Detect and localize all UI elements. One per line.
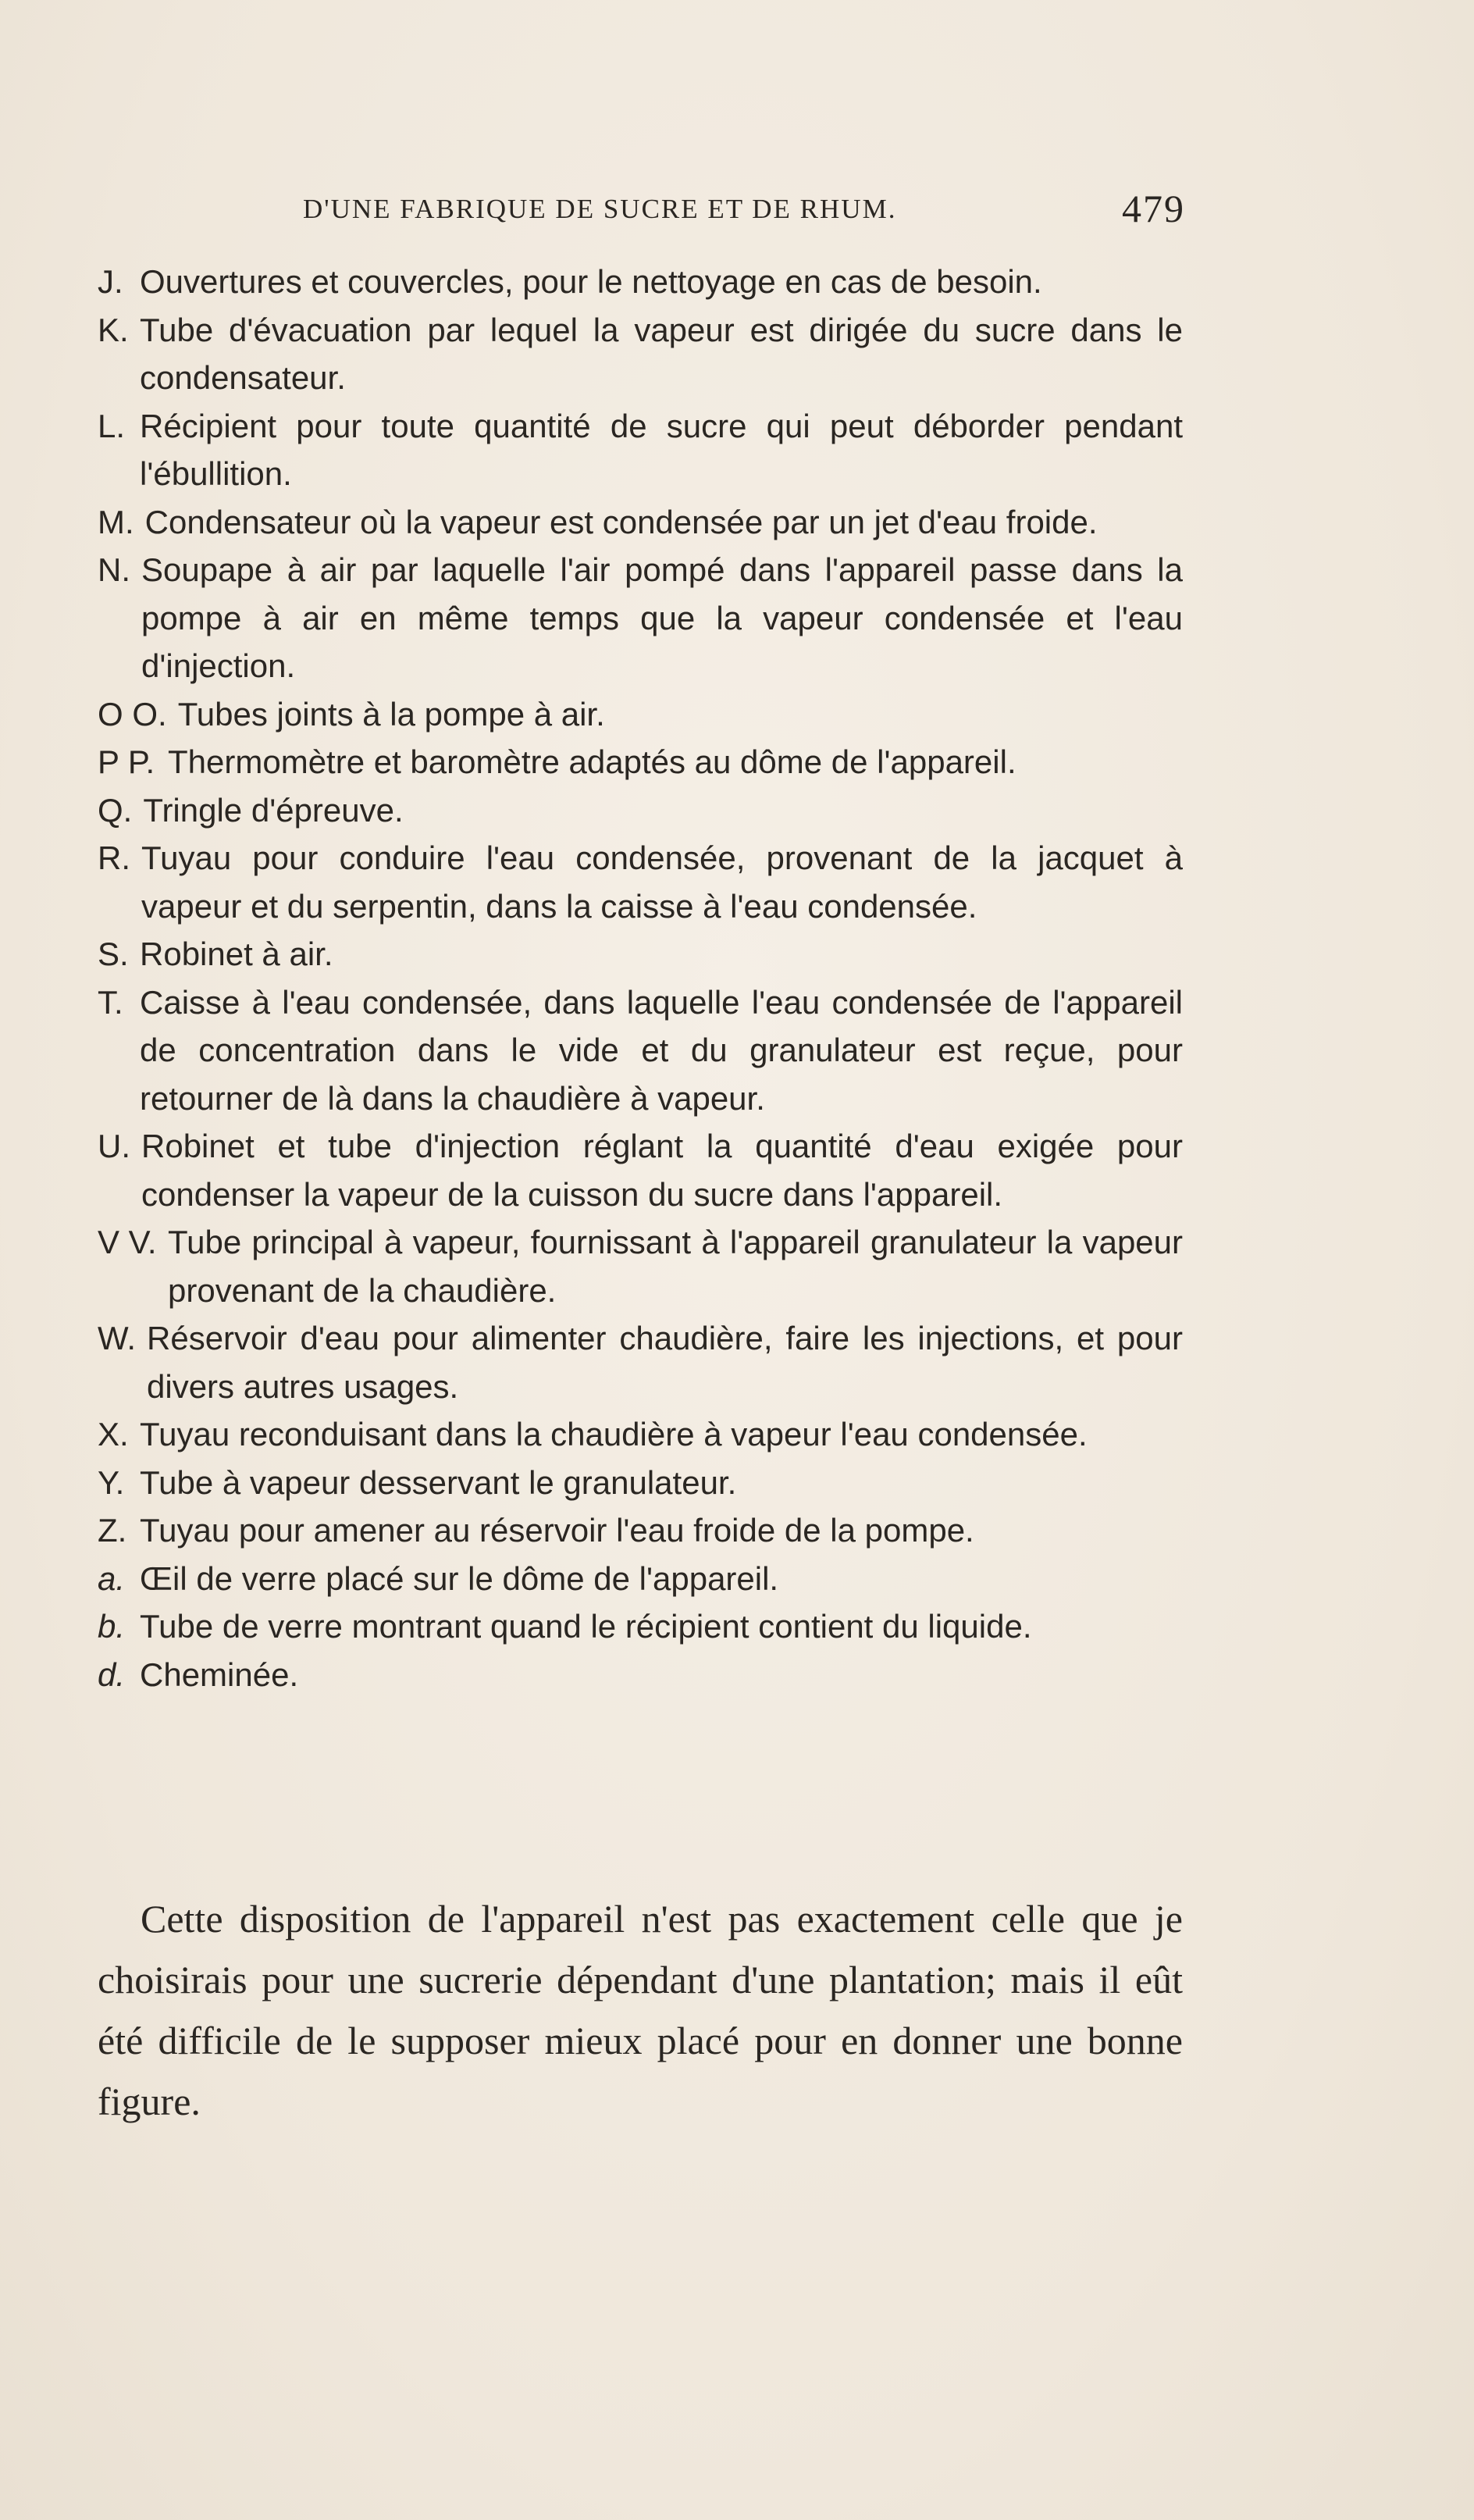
legend-key: V V. <box>98 1224 157 1260</box>
figure-legend <box>98 258 1183 1698</box>
legend-text: Condensateur où la vapeur est condensée par un jet d'eau froide. <box>144 503 1098 540</box>
legend-item-q <box>98 786 1183 835</box>
legend-text: Cheminée. <box>140 1656 299 1693</box>
page-number: 479 <box>1122 187 1185 230</box>
legend-item-y <box>98 1459 1183 1507</box>
legend-item-x <box>98 1410 1183 1459</box>
legend-key: T. <box>98 983 123 1021</box>
legend-key: L. <box>98 407 126 444</box>
legend-item-t <box>98 978 1183 1123</box>
legend-key: d. <box>98 1656 126 1693</box>
body-paragraph: Cette disposition de l'appareil n'est pas exactement celle que je choisirais pour une sucrerie dépendant d'une plantation; mais il eût été difficile de le supposer mieux placé pour en donner une bonne figure. <box>98 1897 1183 2123</box>
legend-text: Caisse à l'eau condensée, dans laquelle l'eau condensée de l'appareil de concentration dans le vide et du granulateur est reçue, pour retourner de là dans la chaudière à vapeur. <box>140 983 1183 1117</box>
legend-item-m <box>98 498 1183 547</box>
legend-item-s <box>98 930 1183 978</box>
legend-item-b <box>98 1602 1183 1651</box>
legend-text: Tringle d'épreuve. <box>143 791 404 829</box>
legend-item-w <box>98 1314 1183 1410</box>
legend-key: K. <box>98 311 129 348</box>
legend-key: N. <box>98 551 130 588</box>
legend-key: Y. <box>98 1463 125 1501</box>
legend-text: Tube de verre montrant quand le récipient contient du liquide. <box>140 1608 1032 1645</box>
legend-key: W. <box>98 1320 136 1356</box>
legend-item-a <box>98 1555 1183 1603</box>
legend-text: Thermomètre et baromètre adaptés au dôme de l'appareil. <box>168 743 1016 780</box>
legend-key: b. <box>98 1608 126 1645</box>
legend-text: Tube d'évacuation par lequel la vapeur est dirigée du sucre dans le condensateur. <box>140 311 1183 396</box>
legend-item-k <box>98 306 1183 402</box>
legend-key: M. <box>98 503 134 540</box>
legend-key: U. <box>98 1128 130 1164</box>
legend-item-pp <box>98 738 1183 786</box>
legend-key: O O. <box>98 695 167 732</box>
legend-key: R. <box>98 839 130 876</box>
legend-text: Récipient pour toute quantité de sucre qui peut déborder pendant l'ébullition. <box>140 407 1183 492</box>
legend-key: Z. <box>98 1512 127 1549</box>
legend-item-n <box>98 546 1183 690</box>
legend-text: Œil de verre placé sur le dôme de l'appareil. <box>140 1559 779 1597</box>
legend-text: Ouvertures et couvercles, pour le nettoyage en cas de besoin. <box>140 263 1042 300</box>
legend-key: P P. <box>98 743 155 780</box>
legend-item-j <box>98 258 1183 306</box>
legend-text: Tuyau pour conduire l'eau condensée, provenant de la jacquet à vapeur et du serpentin, dans la caisse à l'eau condensée. <box>141 839 1183 925</box>
legend-item-r <box>98 834 1183 930</box>
legend-text: Tuyau reconduisant dans la chaudière à vapeur l'eau condensée. <box>140 1416 1088 1452</box>
legend-key: Q. <box>98 791 133 829</box>
legend-text: Robinet et tube d'injection réglant la quantité d'eau exigée pour condenser la vapeur de la cuisson du sucre dans l'appareil. <box>141 1128 1183 1213</box>
legend-key: J. <box>98 263 123 300</box>
legend-text: Tuyau pour amener au réservoir l'eau froide de la pompe. <box>140 1512 974 1549</box>
legend-text: Tubes joints à la pompe à air. <box>177 695 605 732</box>
legend-text: Réservoir d'eau pour alimenter chaudière, faire les injections, et pour divers autres usages. <box>147 1320 1183 1405</box>
legend-item-d <box>98 1651 1183 1699</box>
legend-item-oo <box>98 690 1183 739</box>
page-header <box>303 186 1185 233</box>
legend-key: X. <box>98 1416 129 1452</box>
legend-text: Robinet à air. <box>140 936 333 972</box>
legend-item-z <box>98 1506 1183 1555</box>
legend-item-vv <box>98 1218 1183 1314</box>
legend-text: Tube principal à vapeur, fournissant à l'appareil granulateur la vapeur provenant de la chaudière. <box>168 1224 1183 1309</box>
legend-text: Tube à vapeur desservant le granulateur. <box>140 1463 737 1501</box>
legend-key: S. <box>98 936 129 972</box>
legend-key: a. <box>98 1559 126 1597</box>
legend-text: Soupape à air par laquelle l'air pompé dans l'appareil passe dans la pompe à air en même temps que la vapeur condensée et l'eau d'injection. <box>141 551 1183 684</box>
legend-item-l <box>98 402 1183 498</box>
running-head: D'UNE FABRIQUE DE SUCRE ET DE RHUM. <box>303 194 897 224</box>
legend-item-u <box>98 1122 1183 1218</box>
